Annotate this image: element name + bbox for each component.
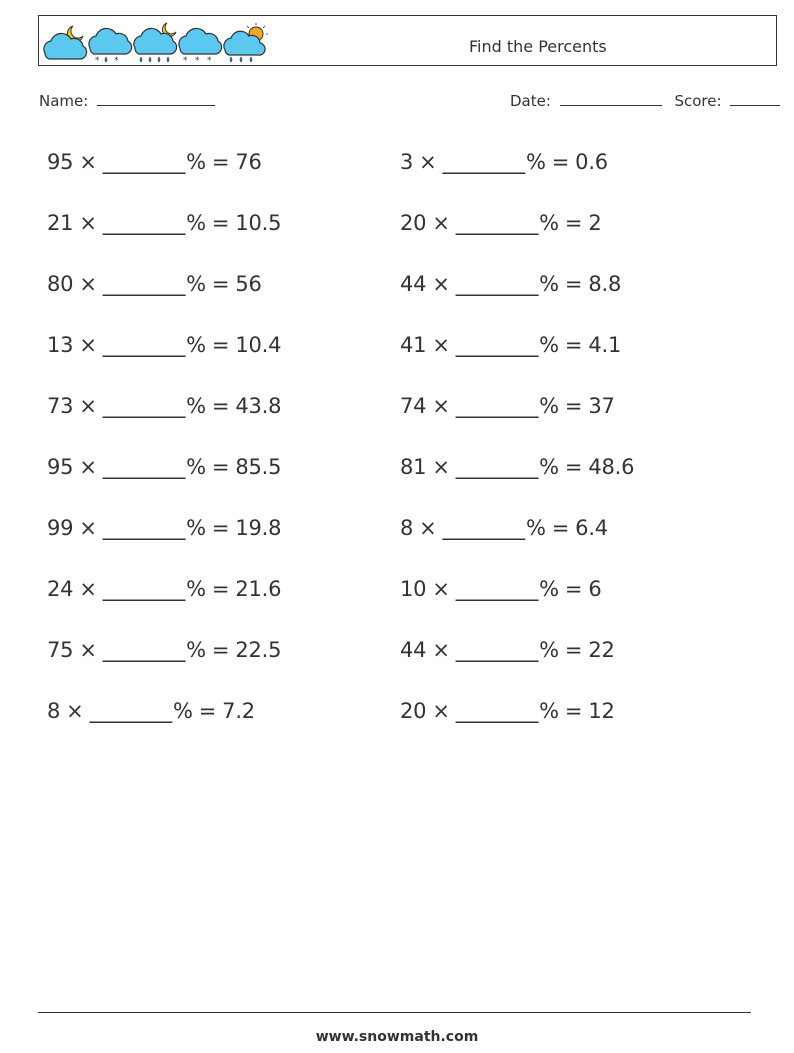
answer-blank[interactable]: ________ [102,455,186,479]
name-blank-line[interactable] [97,91,215,106]
equals-sign: = [211,272,230,296]
answer-blank[interactable]: ________ [455,577,539,601]
problem-item [47,211,281,235]
problem-item [400,394,615,418]
percent-sign: % [186,150,206,174]
percent-sign: % [539,455,559,479]
problem-item [400,577,601,601]
equals-sign: = [211,638,230,662]
percent-sign: % [186,577,206,601]
answer-blank[interactable]: ________ [102,577,186,601]
problem-item [47,516,281,540]
answer-blank[interactable]: ________ [455,211,539,235]
svg-text:*: * [183,56,188,64]
answer-blank[interactable]: ________ [455,333,539,357]
times-sign: × [432,211,450,235]
problem-item [400,211,601,235]
problem-item [47,394,281,418]
answer-blank[interactable]: ________ [442,150,525,174]
problem-item [400,516,608,540]
footer-divider [38,1012,751,1013]
cloud-sun-rain-icon [224,23,268,62]
equals-sign: = [211,516,230,540]
equals-sign: = [564,455,583,479]
problem-result: 6.4 [575,516,608,540]
svg-text:*: * [95,56,100,64]
cloud-moon-icon [44,26,87,59]
percent-sign: % [186,516,206,540]
problem-result: 0.6 [575,150,608,174]
answer-blank[interactable]: ________ [102,272,186,296]
date-blank-line[interactable] [560,91,662,106]
svg-text:*: * [195,56,200,64]
equals-sign: = [564,699,583,723]
times-sign: × [432,699,450,723]
problem-number: 73 [47,394,74,418]
problem-result: 48.6 [588,455,635,479]
equals-sign: = [211,211,230,235]
times-sign: × [79,150,97,174]
times-sign: × [432,394,450,418]
problem-number: 41 [400,333,427,357]
percent-sign: % [539,699,559,723]
answer-blank[interactable]: ________ [455,394,539,418]
problem-number: 44 [400,272,427,296]
percent-sign: % [186,394,206,418]
answer-blank[interactable]: ________ [102,394,186,418]
problem-item [400,699,615,723]
answer-blank[interactable]: ________ [102,211,186,235]
problem-item [400,272,621,296]
problem-item [400,333,621,357]
problem-number: 75 [47,638,74,662]
answer-blank[interactable]: ________ [102,150,186,174]
answer-blank[interactable]: ________ [455,455,539,479]
problem-number: 21 [47,211,74,235]
percent-sign: % [539,211,559,235]
equals-sign: = [211,150,230,174]
percent-sign: % [539,577,559,601]
answer-blank[interactable]: ________ [102,516,186,540]
problem-number: 44 [400,638,427,662]
problem-number: 80 [47,272,74,296]
score-blank-line[interactable] [730,91,780,106]
equals-sign: = [551,516,570,540]
problem-result: 56 [235,272,262,296]
problem-item [400,150,608,174]
equals-sign: = [564,638,583,662]
problem-number: 81 [400,455,427,479]
percent-sign: % [186,211,206,235]
percent-sign: % [539,272,559,296]
problem-result: 85.5 [235,455,282,479]
cloud-rain-moon-icon [134,23,177,62]
answer-blank[interactable]: ________ [442,516,525,540]
problem-number: 8 [47,699,61,723]
equals-sign: = [198,699,217,723]
percent-sign: % [186,333,206,357]
problem-result: 19.8 [235,516,282,540]
equals-sign: = [564,272,583,296]
problem-number: 95 [47,150,74,174]
problem-number: 20 [400,699,427,723]
times-sign: × [432,638,450,662]
times-sign: × [79,394,97,418]
problem-item [47,333,281,357]
problem-result: 6 [588,577,602,601]
cloud-snow-rain-icon [89,28,132,64]
equals-sign: = [211,577,230,601]
times-sign: × [79,638,97,662]
equals-sign: = [564,394,583,418]
equals-sign: = [564,211,583,235]
problem-item [47,638,281,662]
equals-sign: = [211,394,230,418]
times-sign: × [432,272,450,296]
percent-sign: % [525,516,546,540]
equals-sign: = [211,455,230,479]
problem-result: 10.5 [235,211,282,235]
date-label: Date: [510,92,551,110]
problem-item [400,638,615,662]
equals-sign: = [564,577,583,601]
percent-sign: % [186,272,206,296]
percent-sign: % [186,638,206,662]
answer-blank[interactable]: ________ [455,638,539,662]
problem-result: 10.4 [235,333,282,357]
equals-sign: = [564,333,583,357]
problem-number: 13 [47,333,74,357]
problem-result: 22.5 [235,638,282,662]
answer-blank[interactable]: ________ [89,699,172,723]
problem-number: 20 [400,211,427,235]
problem-item [47,272,262,296]
problem-number: 3 [400,150,414,174]
percent-sign: % [186,455,206,479]
page-title: Find the Percents [469,37,607,56]
equals-sign: = [211,333,230,357]
problem-result: 7.2 [222,699,255,723]
problem-result: 4.1 [588,333,622,357]
times-sign: × [79,333,97,357]
times-sign: × [432,455,450,479]
times-sign: × [66,699,84,723]
problem-number: 24 [47,577,74,601]
equals-sign: = [551,150,570,174]
times-sign: × [79,455,97,479]
problem-number: 99 [47,516,74,540]
times-sign: × [79,272,97,296]
problem-result: 8.8 [588,272,622,296]
times-sign: × [432,577,450,601]
problem-result: 21.6 [235,577,282,601]
svg-text:*: * [114,56,119,64]
weather-icons [41,20,271,64]
percent-sign: % [525,150,546,174]
problem-item [47,577,281,601]
problem-result: 2 [588,211,602,235]
name-label: Name: [39,92,89,110]
problem-number: 95 [47,455,74,479]
problem-item [400,455,634,479]
answer-blank[interactable]: ________ [455,272,539,296]
footer-url: www.snowmath.com [315,1029,479,1045]
times-sign: × [79,577,97,601]
cloud-snow-icon [179,28,222,64]
problem-result: 12 [588,699,615,723]
problem-item [47,455,281,479]
date-score-fields [510,91,780,110]
times-sign: × [419,150,437,174]
times-sign: × [432,333,450,357]
worksheet-header [38,15,777,66]
problem-result: 37 [588,394,615,418]
problem-result: 43.8 [235,394,282,418]
times-sign: × [419,516,437,540]
answer-blank[interactable]: ________ [455,699,539,723]
times-sign: × [79,211,97,235]
problem-number: 10 [400,577,427,601]
problem-number: 8 [400,516,414,540]
percent-sign: % [539,394,559,418]
percent-sign: % [172,699,193,723]
score-label: Score: [674,92,722,110]
problem-result: 76 [235,150,262,174]
problem-item [47,150,262,174]
answer-blank[interactable]: ________ [102,638,186,662]
times-sign: × [79,516,97,540]
problem-item [47,699,255,723]
svg-text:*: * [207,56,212,64]
problem-number: 74 [400,394,427,418]
percent-sign: % [539,638,559,662]
percent-sign: % [539,333,559,357]
answer-blank[interactable]: ________ [102,333,186,357]
problem-result: 22 [588,638,615,662]
name-field[interactable] [39,91,215,110]
